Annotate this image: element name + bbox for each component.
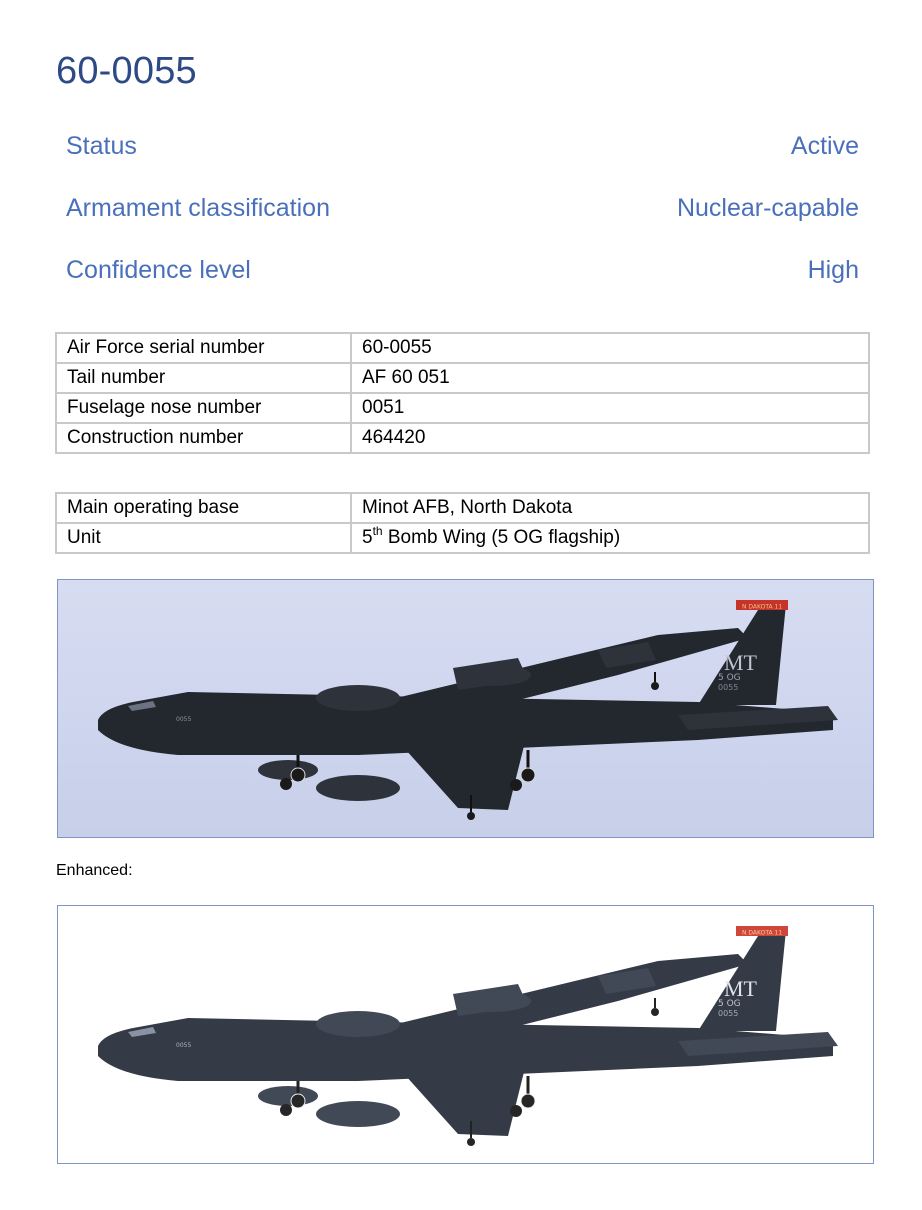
table-cell-value: 464420 — [351, 423, 869, 453]
enhanced-caption: Enhanced: — [56, 862, 133, 879]
b52-aircraft-enhanced — [98, 926, 838, 1146]
table-cell-key: Fuselage nose number — [56, 393, 351, 423]
tail-letters: MT — [724, 976, 757, 1001]
b52-aircraft — [98, 600, 838, 820]
tail-letters: MT — [724, 650, 757, 675]
aircraft-illustration — [58, 580, 873, 837]
fin-band-text: N DAKOTA 11 — [742, 603, 783, 611]
table-cell-key: Construction number — [56, 423, 351, 453]
table-cell-value: 0051 — [351, 393, 869, 423]
aircraft-illustration-enhanced — [58, 906, 873, 1163]
operations-table — [55, 492, 870, 554]
table-cell-key: Tail number — [56, 363, 351, 393]
tail-serial: 0055 — [718, 683, 739, 692]
aircraft-photo-enhanced — [57, 905, 874, 1164]
summary-row-armament — [66, 194, 859, 223]
unit-ordinal-suffix: th — [372, 523, 383, 538]
summary-value: Active — [790, 132, 859, 160]
summary-row-confidence — [66, 256, 859, 285]
table-row — [56, 523, 869, 553]
table-cell-value: AF 60 051 — [351, 363, 869, 393]
table-row — [56, 393, 869, 423]
table-cell-key: Main operating base — [56, 493, 351, 523]
unit-name: Bomb Wing (5 OG flagship) — [382, 527, 621, 548]
fin-band-text: N DAKOTA 11 — [742, 929, 783, 937]
identification-table — [55, 332, 870, 454]
tail-unit: 5 OG — [718, 999, 741, 1009]
table-cell-key: Air Force serial number — [56, 333, 351, 363]
nose-serial: 0055 — [176, 716, 192, 723]
table-row — [56, 423, 869, 453]
table-cell-value — [351, 523, 869, 553]
table-row — [56, 363, 869, 393]
unit-number: 5 — [362, 527, 373, 548]
page-title: 60-0055 — [56, 50, 197, 92]
tail-unit: 5 OG — [718, 673, 741, 683]
table-row — [56, 333, 869, 363]
table-row — [56, 493, 869, 523]
table-cell-value: 60-0055 — [351, 333, 869, 363]
nose-serial: 0055 — [176, 1042, 192, 1049]
summary-row-status — [66, 132, 859, 161]
summary-label: Confidence level — [66, 256, 251, 284]
summary-value: High — [807, 256, 859, 284]
table-cell-value: Minot AFB, North Dakota — [351, 493, 869, 523]
summary-label: Armament classification — [66, 194, 330, 222]
table-cell-key: Unit — [56, 523, 351, 553]
summary-value: Nuclear-capable — [676, 194, 859, 222]
summary-label: Status — [66, 132, 137, 160]
aircraft-photo-original — [57, 579, 874, 838]
tail-serial: 0055 — [718, 1009, 739, 1018]
